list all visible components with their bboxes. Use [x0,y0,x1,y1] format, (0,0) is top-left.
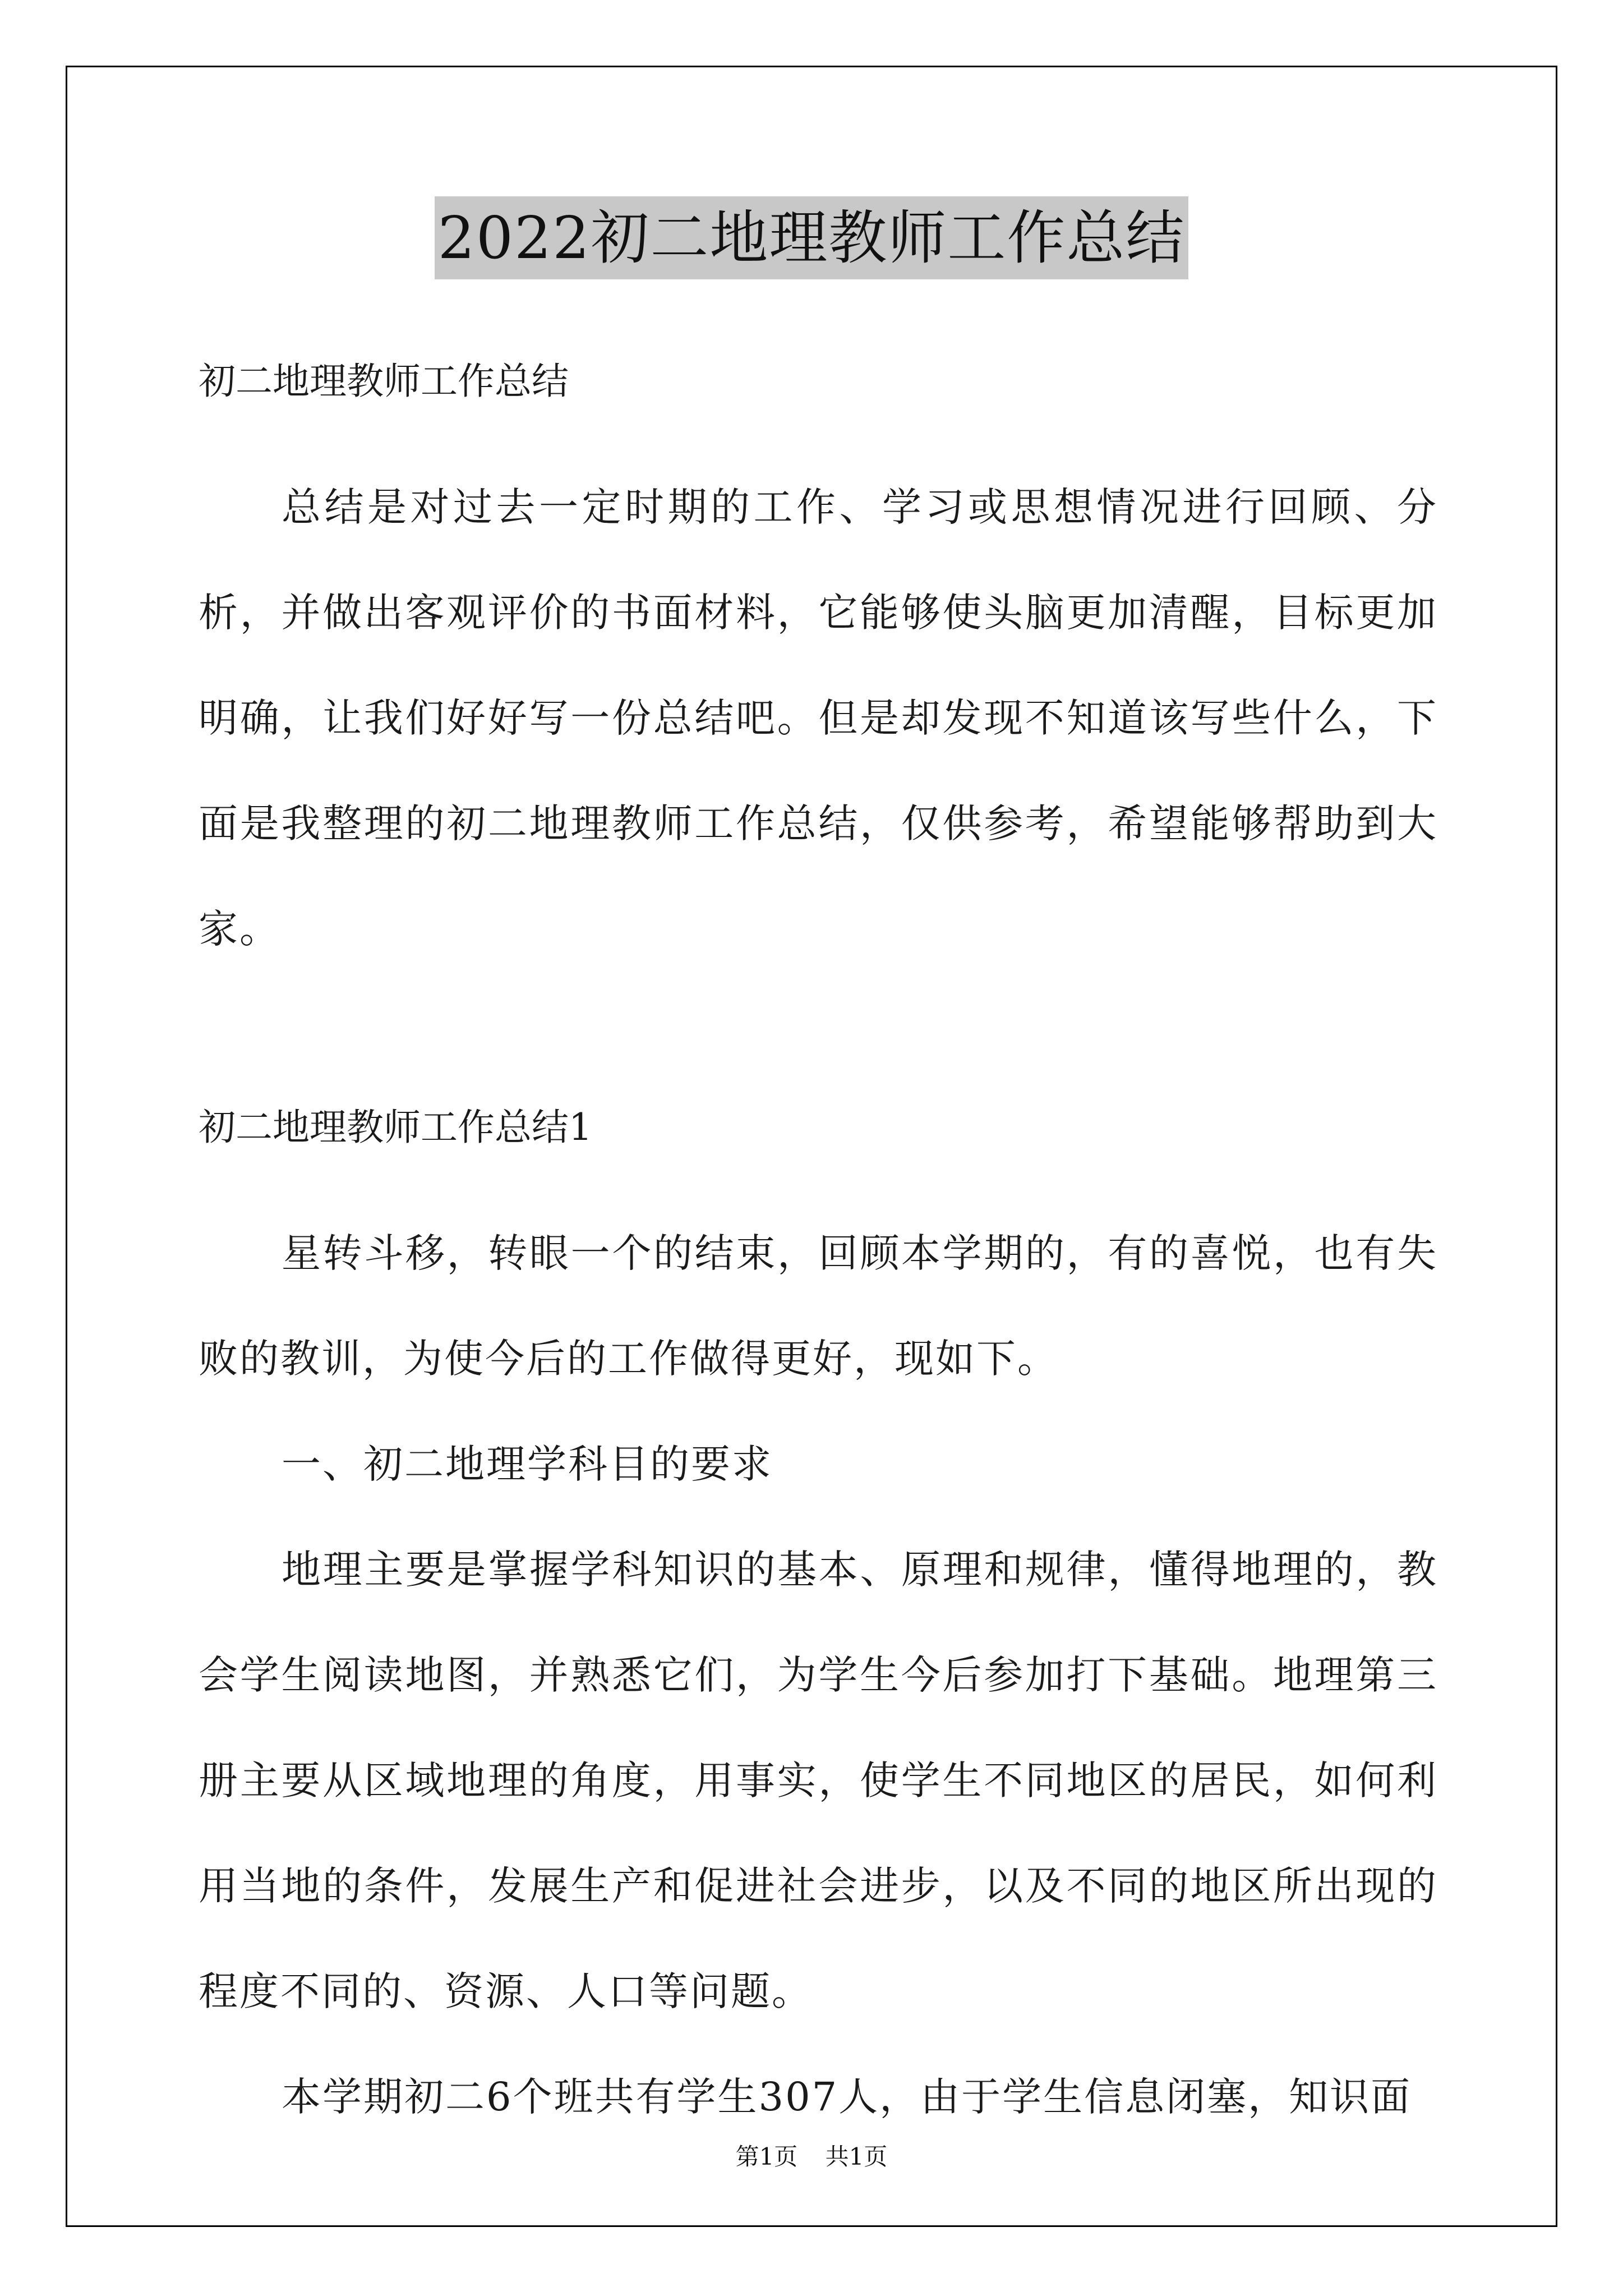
document-body [199,348,1438,2150]
document-title: 2022初二地理教师工作总结 [435,196,1189,279]
section-1-paragraph-1: 星转斗移，转眼一个的结束，回顾本学期的，有的喜悦，也有失败的教训，为使今后的工作做得更好，现如下。 [199,1230,1438,1382]
page-footer [0,2140,1623,2174]
page-total: 共1页 [825,2143,888,2170]
section-1-title: 初二地理教师工作总结1 [199,1106,592,1149]
intro-paragraph: 总结是对过去一定时期的工作、学习或思想情况进行回顾、分析，并做出客观评价的书面材料，它能够使头脑更加清醒，目标更加明确，让我们好好写一份总结吧。但是却发现不知道该写些什么，下面是我整理的初二地理教师工作总结，仅供参考，希望能够帮助到大家。 [199,484,1438,952]
title-container [0,196,1623,279]
page-number: 第1页 [735,2143,798,2170]
section-1-subheading: 一、初二地理学科目的要求 [282,1441,773,1487]
section-1-paragraph-3: 本学期初二6个班共有学生307人，由于学生信息闭塞，知识面 [282,2074,1412,2120]
section-1-paragraph-2: 地理主要是掌握学科知识的基本、原理和规律，懂得地理的，教会学生阅读地图，并熟悉它们，为学生今后参加打下基础。地理第三册主要从区域地理的角度，用事实，使学生不同地区的居民，如何利用当地的条件，发展生产和促进社会进步，以及不同的地区所出现的程度不同的、资源、人口等问题。 [199,1547,1438,2014]
document-subtitle: 初二地理教师工作总结 [199,360,569,403]
